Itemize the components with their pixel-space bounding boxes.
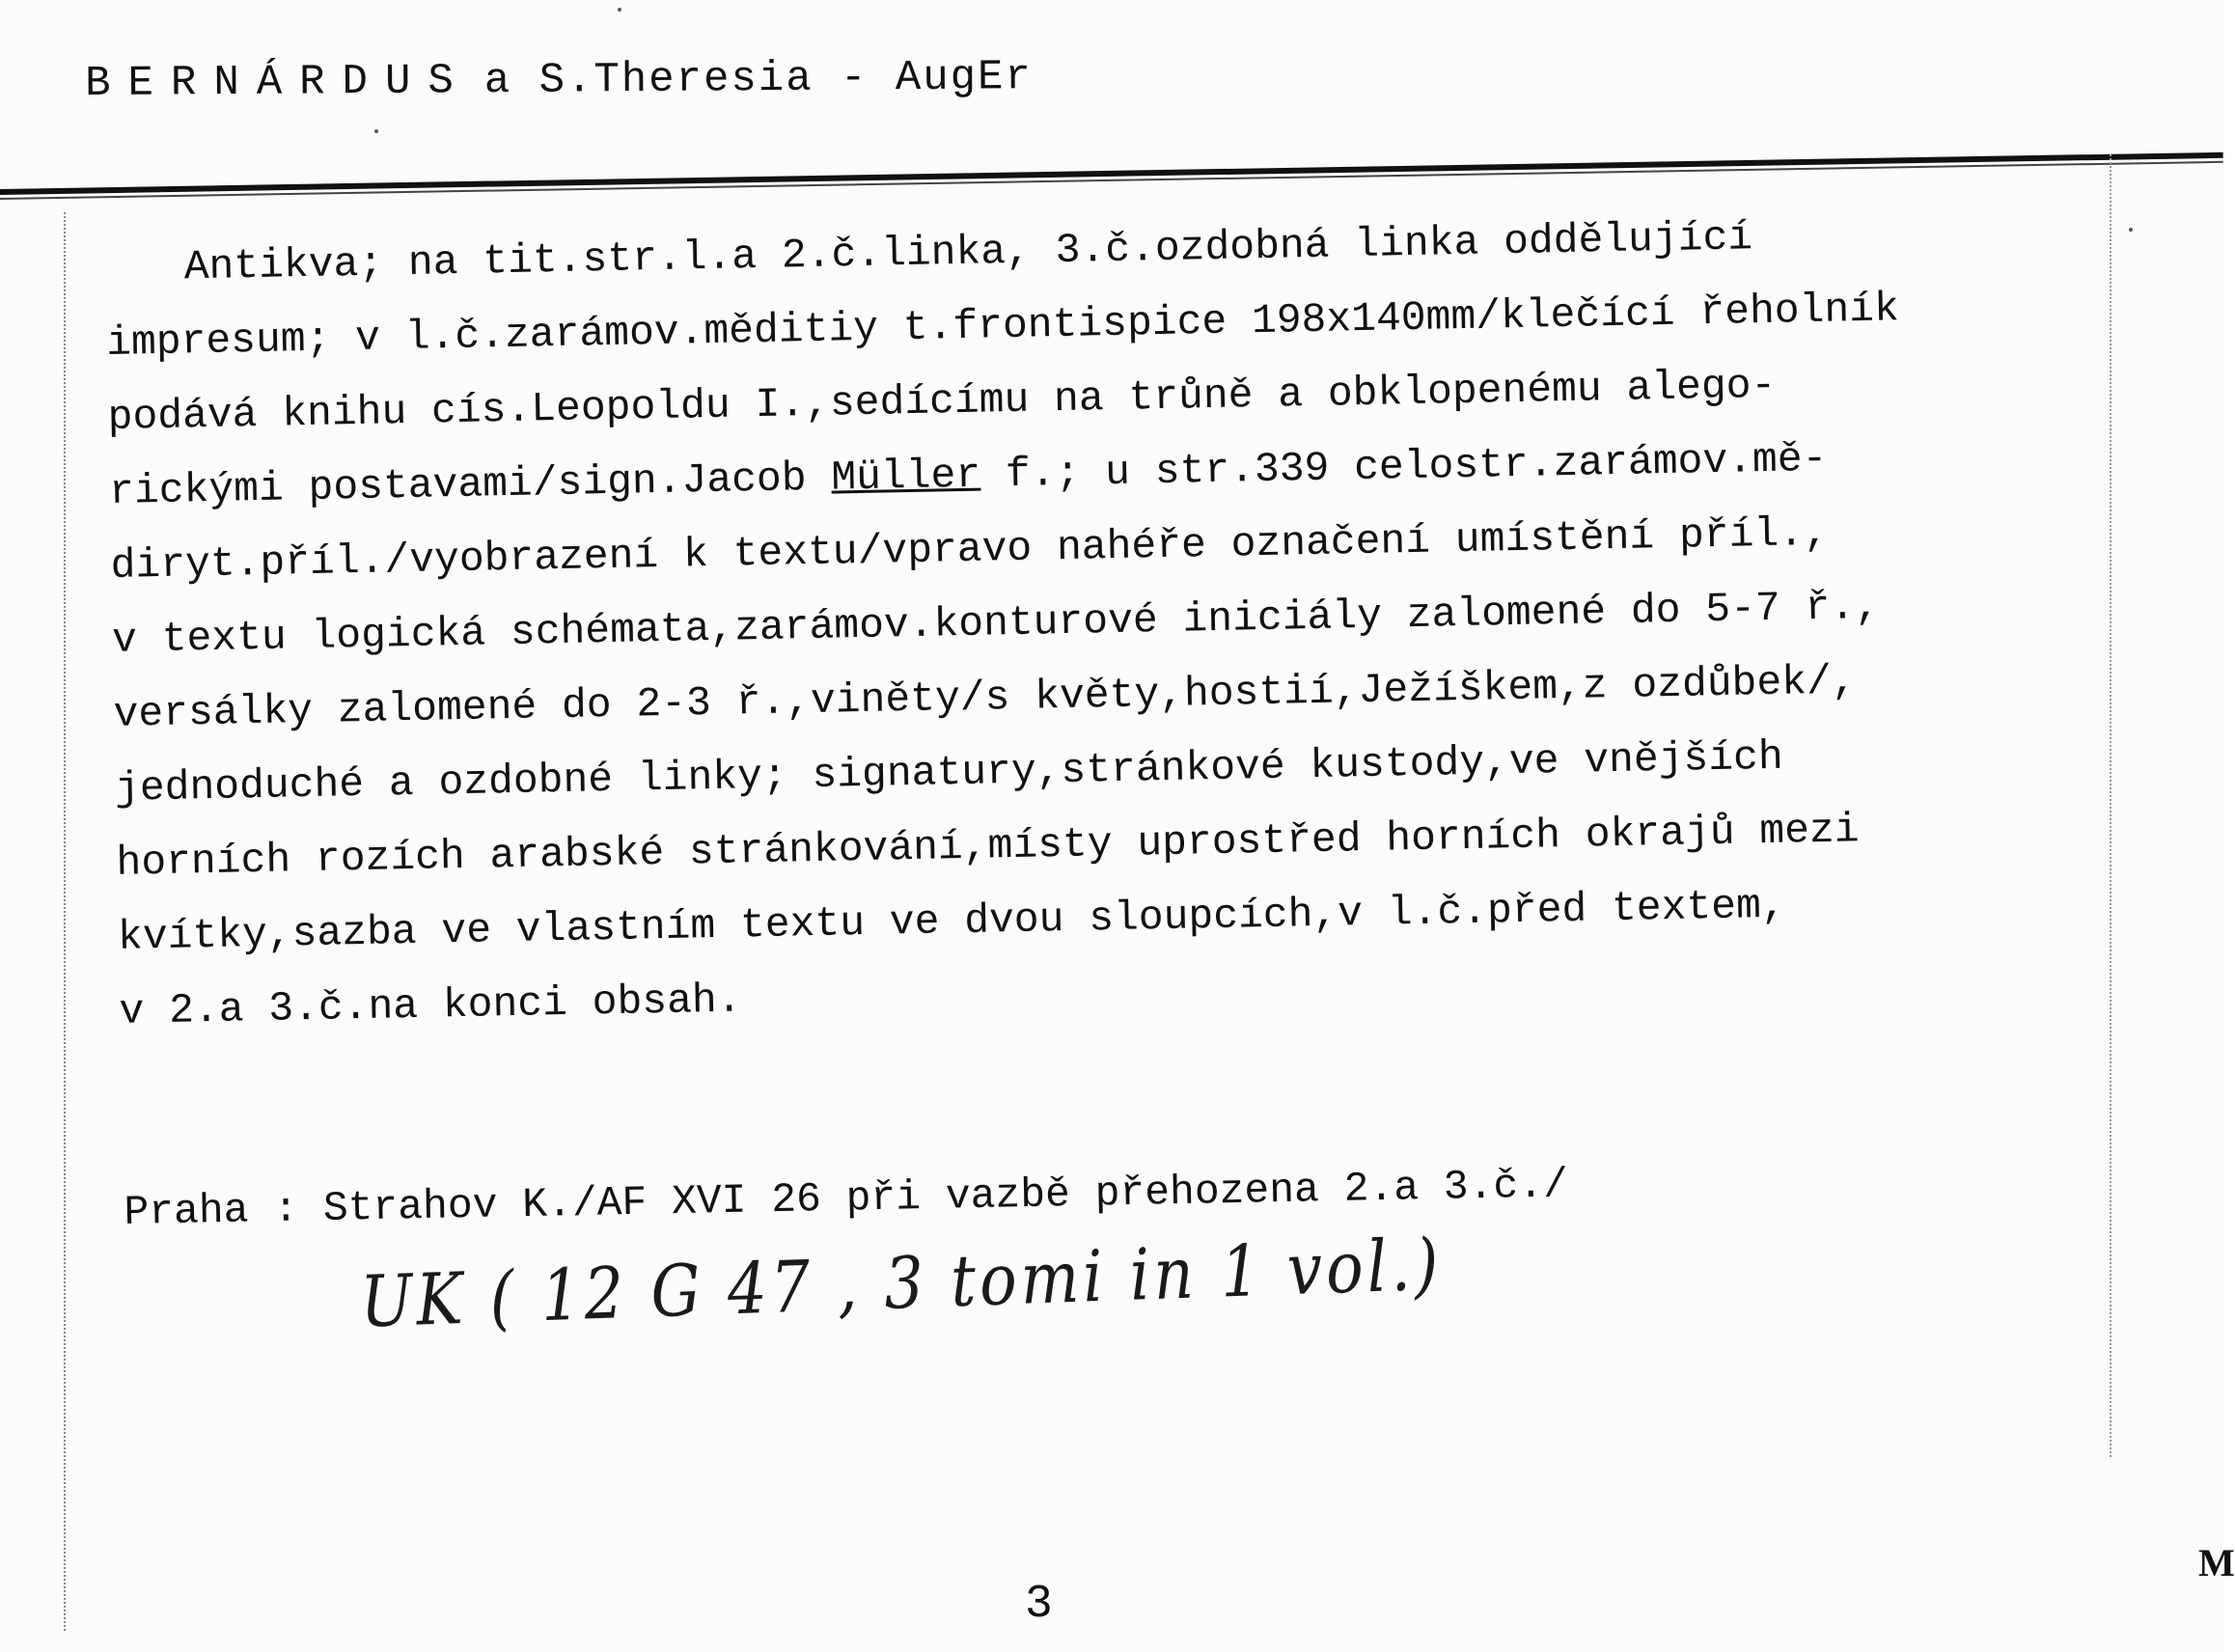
page-number: 3 [1025,1579,1053,1631]
description-line-end: f.; u str.339 celostr.zarámov.mě- [980,434,1828,499]
description-line: jednoduché a ozdobné linky; signatury,stránkové kustody,ve vnějších [114,732,1784,812]
description-line: v textu logická schémata,zarámov.konturové iniciály zalomené do 5-7 ř., [111,582,1881,664]
holding-location: Praha : Strahov K./AF XVI 26 při vazbě přehozena 2.a 3.č./ [124,1161,1569,1236]
heading-subtitle: a S.Theresia - AugEr [483,53,1034,106]
description-line: kvítky,sazba ve vlastním textu ve dvou sloupcích,v l.č.před textem, [117,881,1787,961]
heading-divider-secondary [0,161,2223,200]
description-line: v 2.a 3.č.na konci obsah. [119,976,742,1035]
description-line: diryt.příl./vyobrazení k textu/vpravo nahéře označení umístění příl., [110,509,1830,590]
card-heading [85,53,1033,108]
description-line: podává knihu cís.Leopoldu I.,sedícímu na trůně a obklopenému alego- [107,361,1777,441]
scan-speck [2129,228,2133,232]
scan-speck [374,129,378,133]
engraver-name: Müller [830,451,981,502]
description-line: horních rozích arabské stránkování,místy uprostřed horních okrajů mezi [116,806,1860,887]
heading-name: BERNÁRDUS [85,57,471,108]
description-line-start: rickými postavami/sign.Jacob [108,454,832,515]
left-margin-line [64,212,66,1631]
scan-speck [618,8,621,12]
description-text [104,193,2146,1049]
heading-divider [0,152,2223,195]
handwritten-shelfmark: UK ( 12 G 47 , 3 tomi in 1 vol.) [359,1224,1444,1345]
edge-mark: M [2198,1541,2235,1584]
description-line: versálky zalomené do 2-3 ř.,viněty/s květy,hostií,Ježíškem,z ozdůbek/, [113,657,1858,738]
description-line: impresum; v l.č.zarámov.měditiy t.frontispice 198x140mm/klečící řeholník [105,285,1900,367]
description-line: Antikva; na tit.str.l.a 2.č.linka, 3.č.ozdobná linka oddělující [183,213,1753,291]
